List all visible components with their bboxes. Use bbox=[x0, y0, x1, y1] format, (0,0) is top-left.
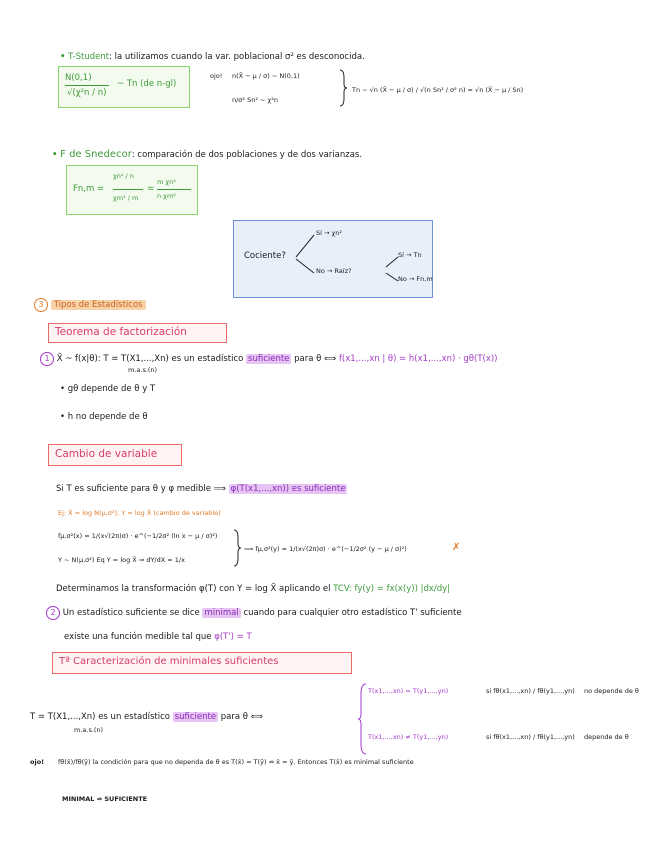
cambio-line1a: Si T es suficiente para θ y φ medible ⟹ bbox=[56, 484, 226, 494]
snedecor-frac1-num: χn² / n bbox=[113, 172, 134, 180]
suficiente-highlight: suficiente bbox=[248, 354, 290, 364]
tstudent-line2: n/σ² Sn² ~ χ²n bbox=[232, 96, 279, 104]
tstudent-term: T-Student bbox=[68, 52, 110, 62]
mas-note: m.a.s.(n) bbox=[74, 726, 104, 734]
section-number-badge: 3 bbox=[34, 298, 48, 312]
diagram-cociente: Cociente? bbox=[244, 251, 286, 261]
cambio-f2: Y ~ N(μ,σ²) Eq Y = log X̄ ⇒ dY/dX = 1/x bbox=[58, 556, 185, 564]
minimal-line2 bbox=[64, 632, 252, 642]
mas-note: m.a.s.(n) bbox=[128, 366, 158, 374]
case1-c: no depende de θ bbox=[584, 687, 639, 695]
cross-mark-icon: ✗ bbox=[452, 542, 461, 553]
tstudent-formula-box bbox=[58, 66, 190, 108]
diagram-no2: No → Fn,m bbox=[398, 275, 433, 283]
tstudent-result: Tn ~ √n (X̄ − μ / σ) / √(n Sn² / σ² n) = √n (X̄ − μ / Sn) bbox=[352, 86, 524, 94]
caracterizacion-statement bbox=[30, 712, 263, 722]
item-number-badge: 1 bbox=[40, 352, 54, 366]
final-note: MINIMAL ⇏ SUFICIENTE bbox=[62, 795, 148, 803]
cambio-f3: ⟹ fμ,σ²(y) = 1/(x√(2π)σ) · e^(−1/2σ² (y − μ / σ)²) bbox=[244, 545, 407, 553]
minimal-definition bbox=[46, 606, 462, 620]
factorizacion-title: Teorema de factorización bbox=[55, 326, 187, 338]
tstudent-desc: : la utilizamos cuando la var. poblacional σ² es desconocida. bbox=[109, 52, 365, 62]
brace-icon bbox=[358, 682, 368, 756]
tstudent-box-num: N(0,1) bbox=[65, 73, 92, 83]
tstudent-box-rest: ~ Tn (de n-gl) bbox=[117, 79, 177, 89]
cambio-line1b: φ(T(x1,...,xn)) es suficiente bbox=[230, 484, 346, 494]
snedecor-term: F de Snedecor bbox=[60, 149, 132, 160]
diagram-no: No → Raíz? bbox=[316, 267, 352, 275]
cambio-tcv-b: TCV: fy(y) = fx(x(y)) |dx/dy| bbox=[333, 584, 451, 594]
item-number-badge: 2 bbox=[46, 606, 60, 620]
bullet: • bbox=[52, 150, 58, 160]
case2-c: depende de θ bbox=[584, 733, 629, 741]
caracterizacion-title: Tª Caracterización de minimales suficientes bbox=[59, 656, 279, 667]
minimal-highlight: minimal bbox=[204, 608, 239, 618]
factorizacion-title-box bbox=[48, 323, 227, 343]
factorizacion-bullet-1: • gθ depende de θ y T bbox=[60, 384, 156, 394]
section-3-heading bbox=[34, 298, 146, 312]
snedecor-formula-box bbox=[66, 165, 198, 215]
section-3-title: Tipos de Estadísticos bbox=[51, 300, 146, 310]
brace-icon bbox=[338, 68, 348, 108]
factorizacion-bullet-2: • h no depende de θ bbox=[60, 412, 148, 422]
factorizacion-statement bbox=[40, 352, 498, 366]
factorizacion-statement-c: f(x1,...,xn | θ) = h(x1,...,xn) · gθ(T(x)) bbox=[338, 354, 498, 364]
cambio-title-box bbox=[48, 444, 182, 466]
caracterizacion-highlight: suficiente bbox=[174, 712, 217, 722]
minimal-text-a: Un estadístico suficiente se dice bbox=[62, 608, 200, 618]
minimal-text-c: existe una función medible tal que bbox=[64, 632, 212, 642]
snedecor-desc: : comparación de dos poblaciones y de dos varianzas. bbox=[131, 150, 363, 160]
cambio-tcv-line bbox=[56, 584, 450, 594]
distribution-decision-diagram bbox=[233, 220, 433, 298]
minimal-text-d: φ(T') = T bbox=[214, 632, 252, 642]
case2-a: T(x1,...,xn) ≠ T(y1,...,yn) bbox=[368, 733, 449, 741]
diagram-si2: Sí → Tn bbox=[398, 251, 422, 259]
bullet: • bbox=[60, 52, 66, 62]
factorizacion-statement-a: X̄ ~ f(x|θ): T = T(X1,...,Xn) es un estadístico bbox=[56, 354, 244, 364]
tstudent-line1: n(X̄ − μ / σ) ~ N(0,1) bbox=[232, 72, 300, 80]
cambio-f1: fμ,σ²(x) = 1/(x√(2π)σ) · e^(−1/2σ² (ln x − μ / σ)²) bbox=[58, 532, 218, 540]
snedecor-frac1-den: χm² / m bbox=[113, 194, 139, 202]
cambio-tcv-a: Determinamos la transformación φ(T) con Y = log X̄ aplicando el bbox=[56, 584, 331, 594]
tstudent-line bbox=[60, 52, 365, 62]
diagram-si: Sí → χn² bbox=[316, 229, 342, 237]
case2-b: si fθ(x1,...,xn) / fθ(y1,...,yn) bbox=[486, 733, 575, 741]
brace-icon bbox=[232, 528, 242, 568]
snedecor-frac2-num: m χn² bbox=[157, 178, 176, 186]
caracterizacion-main-a: T = T(X1,...,Xn) es un estadístico bbox=[30, 712, 170, 722]
snedecor-lhs: Fn,m = bbox=[73, 184, 105, 194]
case1-b: si fθ(x1,...,xn) / fθ(y1,...,yn) bbox=[486, 687, 575, 695]
caracterizacion-main-b: para θ ⟺ bbox=[220, 712, 263, 722]
factorizacion-statement-b: para θ ⟺ bbox=[294, 354, 337, 364]
cambio-title: Cambio de variable bbox=[55, 448, 158, 460]
snedecor-line bbox=[52, 149, 362, 160]
cambio-ejemplo: Ej: X̄ = log N(μ,σ²); Y = log X̄ (cambio de variable) bbox=[58, 509, 221, 517]
ojo-label: ojo! bbox=[30, 758, 45, 766]
snedecor-frac2-den: n χm² bbox=[157, 192, 176, 200]
cambio-line1 bbox=[56, 484, 347, 494]
caracterizacion-note: fθ(x̄)/fθ(ȳ) la condición para que no dependa de θ es T(x̄) = T(ȳ) ⇏ x̄ = ȳ. Entonces T(x̄) es minimal suficiente bbox=[58, 758, 414, 766]
tstudent-box-den: √(χ²n / n) bbox=[67, 88, 107, 98]
ojo-label: ojo! bbox=[210, 72, 223, 80]
case1-a: T(x1,...,xn) = T(y1,...,yn) bbox=[368, 687, 449, 695]
snedecor-eq: = bbox=[147, 184, 155, 194]
caracterizacion-title-box bbox=[52, 652, 352, 674]
minimal-text-b: cuando para cualquier otro estadístico T' suficiente bbox=[243, 608, 462, 618]
